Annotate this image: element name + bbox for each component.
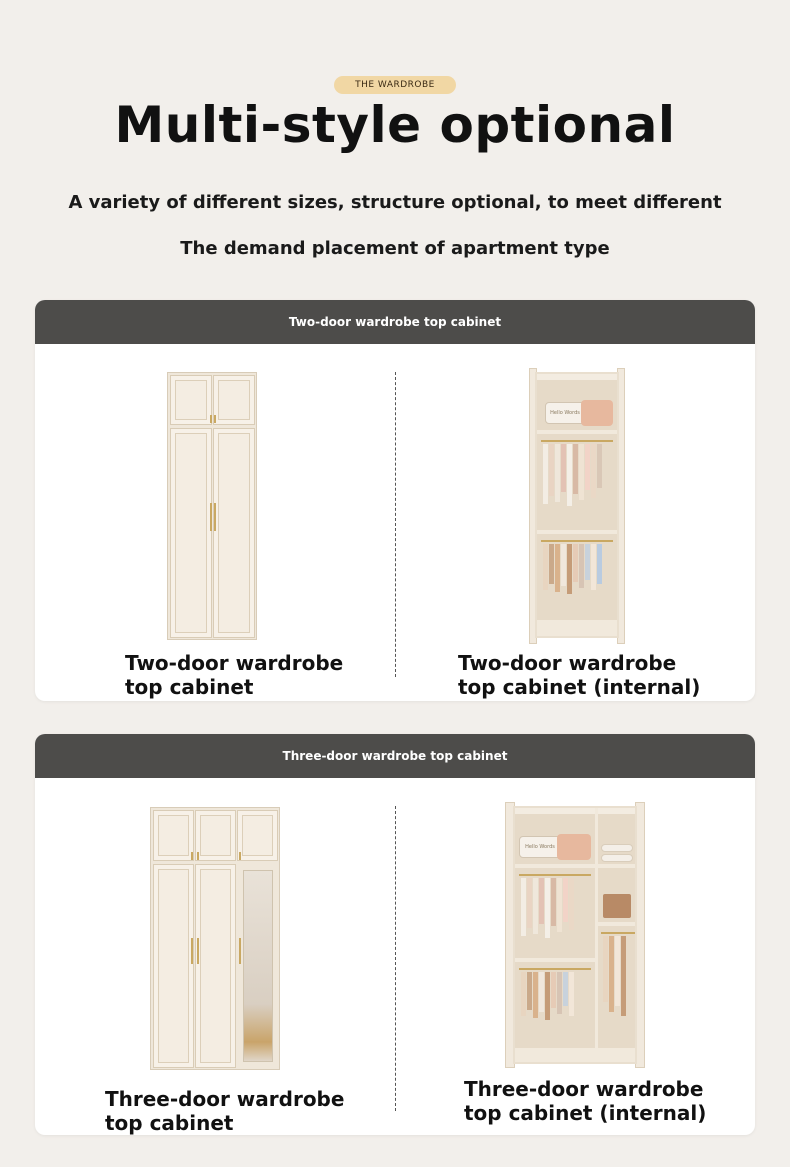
panel-heading: Three-door wardrobe top cabinet: [35, 734, 755, 778]
two-door-panel: Two-door wardrobe top cabinet Two-door wardrobe top cabinet Hello Words Two-door wardrobe top cabinet (internal): [35, 300, 755, 701]
dashed-divider: [395, 806, 396, 1111]
right-label: Two-door wardrobe top cabinet (internal): [458, 651, 701, 699]
panel-heading: Two-door wardrobe top cabinet: [35, 300, 755, 344]
left-label: Two-door wardrobe top cabinet: [125, 651, 344, 699]
left-label: Three-door wardrobe top cabinet: [105, 1087, 345, 1135]
two-door-wardrobe-closed-image: [167, 372, 257, 640]
dashed-divider: [395, 372, 396, 677]
subtitle-line-1: A variety of different sizes, structure optional, to meet different: [68, 192, 722, 213]
page-title: Multi-style optional: [114, 96, 676, 154]
subtitle-line-2: The demand placement of apartment type: [180, 238, 610, 259]
three-door-wardrobe-closed-image: [150, 807, 280, 1070]
three-door-panel: Three-door wardrobe top cabinet Three-door wardrobe top cabinet Hello Words Three-door wardrobe top cabinet (internal): [35, 734, 755, 1135]
section-badge: THE WARDROBE: [334, 76, 456, 94]
right-label: Three-door wardrobe top cabinet (internal): [464, 1077, 707, 1125]
